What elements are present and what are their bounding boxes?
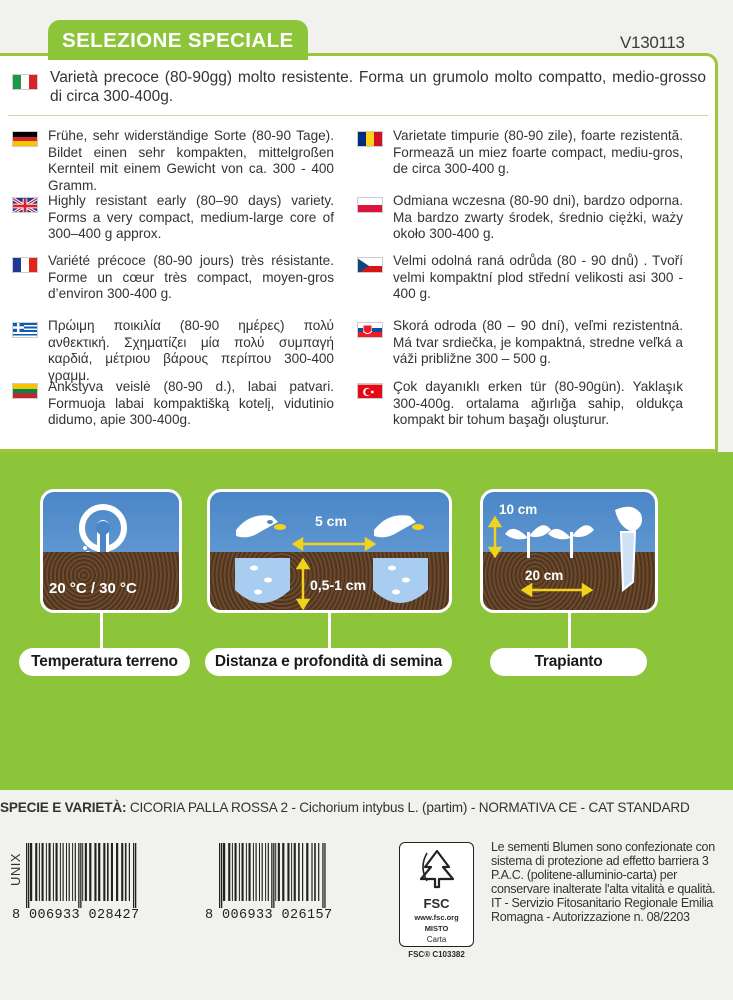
temperature-caption: Temperatura terreno bbox=[19, 648, 190, 676]
fsc-website: www.fsc.org bbox=[414, 913, 459, 922]
fsc-name: FSC bbox=[423, 896, 450, 911]
hand-seeds-icon bbox=[236, 515, 286, 537]
flag-slovakia-icon bbox=[357, 322, 383, 338]
fsc-tree-icon bbox=[417, 847, 457, 889]
transplant-spacing-value: 20 cm bbox=[525, 568, 564, 583]
fsc-license: FSC® C103382 bbox=[408, 950, 465, 959]
flag-poland-icon bbox=[357, 197, 383, 213]
fsc-mix: MISTO bbox=[424, 924, 449, 933]
flag-greece-icon bbox=[12, 322, 38, 338]
distance-arrow bbox=[523, 585, 591, 595]
flag-romania-icon bbox=[357, 131, 383, 147]
temperature-value: 20 °C / 30 °C bbox=[49, 580, 137, 597]
flag-italy-icon bbox=[12, 74, 38, 90]
barcode-1-number: 8 006933 028427 bbox=[12, 908, 140, 923]
sowing-hole-left bbox=[235, 558, 290, 603]
unix-label: UNIX bbox=[8, 852, 24, 887]
temperature-panel bbox=[40, 489, 182, 613]
transplant-caption: Trapianto bbox=[490, 648, 647, 676]
packaging-notice: Le sementi Blumen sono confezionate con sistema di protezione ad effetto barriera 3 P.A.C. (politene-alluminio-carta) per conservare inalterate l'alta vitalità e qualità. IT - Servizio Fitosanitario Regionale Emilia Romagna - Autorizzazione n. 08/2203 bbox=[491, 840, 716, 924]
hand-seeds-icon bbox=[374, 515, 424, 537]
fsc-logo bbox=[399, 842, 474, 959]
sowing-hole-right bbox=[373, 558, 428, 603]
sowing-connector bbox=[328, 613, 331, 648]
flag-uk-icon bbox=[12, 197, 38, 213]
description-lt: Ankstyva veislė (80-90 d.), labai patvari. Formuoja labai kompaktišką kotelį, vidutinio didumo, apie 300-400g. bbox=[48, 379, 334, 427]
barcode-1 bbox=[22, 843, 184, 908]
description-de: Frühe, sehr widerständige Sorte (80-90 Tage). Bildet einen sehr kompakten, mittelgroßen Kernteil mit einem Gewicht von ca. 300 - 400 Gramm. bbox=[48, 128, 334, 193]
description-cs: Velmi odolná raná odrůda (80 - 90 dnů) . Tvoří velmi kompaktní plod střední velikosti asi 300 - 400 g. bbox=[393, 253, 683, 301]
sowing-depth-value: 0,5-1 cm bbox=[310, 577, 367, 593]
section-divider bbox=[8, 115, 708, 116]
sowing-caption: Distanza e profondità di semina bbox=[205, 648, 452, 676]
transplant-panel bbox=[480, 489, 658, 613]
flag-lithuania-icon bbox=[12, 383, 38, 399]
species-label: SPECIE E VARIETÀ: bbox=[0, 800, 127, 815]
trowel-icon bbox=[615, 507, 642, 590]
description-tr: Çok dayanıklı erken tür (80-90gün). Yaklaşık 300-400g. ortalama ağırlığa sahip, oldukça kompakt bir tohum başağı oluşturur. bbox=[393, 379, 683, 427]
temperature-connector bbox=[100, 613, 103, 648]
flag-germany-icon bbox=[12, 131, 38, 147]
species-text: CICORIA PALLA ROSSA 2 - Cichorium intybus L. (partim) - NORMATIVA CE - CAT STANDARD bbox=[126, 800, 690, 815]
description-it: Varietà precoce (80-90gg) molto resistente. Forma un grumolo molto compatto, medio-grosso di circa 300-400g. bbox=[50, 69, 706, 105]
selection-tab: SELEZIONE SPECIALE bbox=[48, 20, 308, 60]
barcode-2 bbox=[215, 843, 377, 908]
sowing-spacing-value: 5 cm bbox=[315, 513, 347, 529]
sowing-panel bbox=[207, 489, 452, 613]
depth-arrow bbox=[298, 560, 308, 608]
seedling-icon bbox=[505, 525, 594, 558]
transplant-height-value: 10 cm bbox=[499, 502, 538, 517]
product-code: V130113 bbox=[620, 33, 685, 52]
barcode-2-number: 8 006933 026157 bbox=[205, 908, 333, 923]
description-en: Highly resistant early (80–90 days) variety. Forms a very compact, medium-large core of 300–400 g approx. bbox=[48, 193, 334, 241]
flag-turkey-icon bbox=[357, 383, 383, 399]
spacing-arrow bbox=[294, 539, 374, 549]
description-sk: Skorá odroda (80 – 90 dní), veľmi rezistentná. Má tvar srdiečka, je kompaktná, stredne veľká a váži približne 300 – 500 g. bbox=[393, 318, 683, 366]
description-el: Πρώιμη ποικιλία (80-90 ημέρες) πολύ ανθεκτική. Σχηματίζει μία πολύ συμπαγή καρδιά, μέτριου βάρους περίπου 300-400 γραμμ. bbox=[48, 318, 334, 383]
transplant-connector bbox=[568, 613, 571, 648]
fsc-type: Carta bbox=[426, 935, 447, 944]
flag-czech-icon bbox=[357, 257, 383, 273]
height-arrow bbox=[490, 518, 500, 556]
species-line bbox=[0, 800, 690, 815]
description-fr: Variété précoce (80-90 jours) très résistante. Forme un cœur très compact, moyen-gros d’environ 300-400 g. bbox=[48, 253, 334, 301]
flag-france-icon bbox=[12, 257, 38, 273]
description-ro: Varietate timpurie (80-90 zile), foarte rezistentă. Formează un miez foarte compact, mediu-gros, de circa 300-400 g. bbox=[393, 128, 683, 176]
description-pl: Odmiana wczesna (80-90 dni), bardzo odporna. Ma bardzo zwarty środek, średnio ciężki, waży około 300-400 g. bbox=[393, 193, 683, 241]
